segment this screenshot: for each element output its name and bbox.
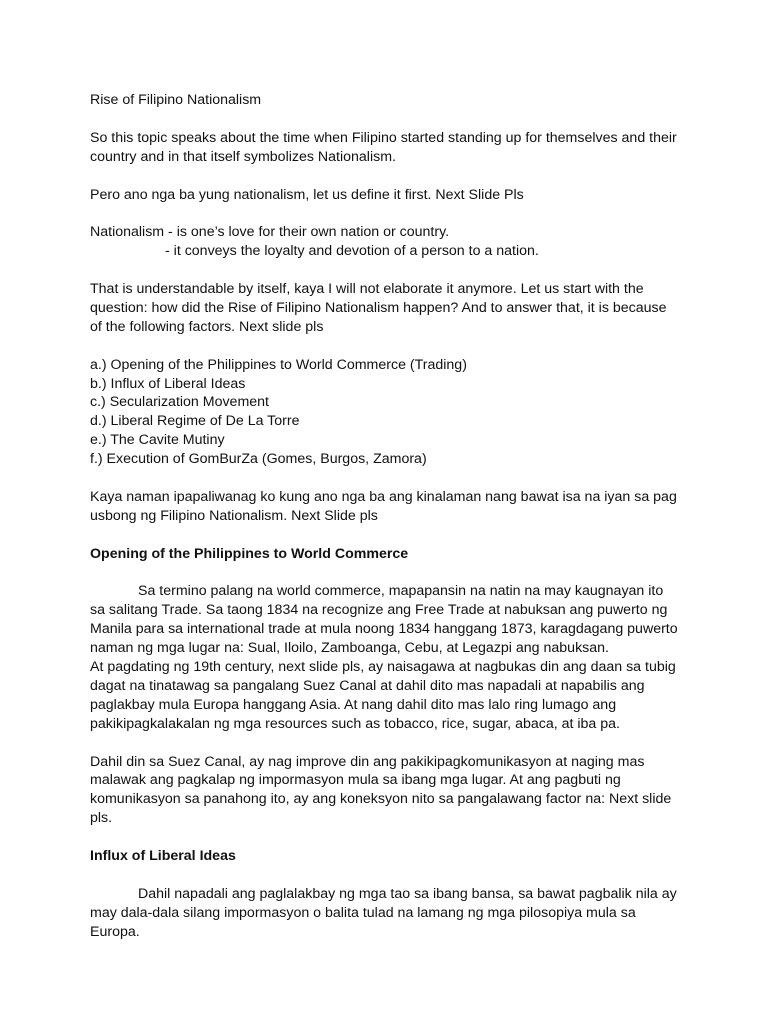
list-item: e.) The Cavite Mutiny (90, 432, 225, 449)
spacer (90, 828, 680, 847)
definition-line-2: - it conveys the loyalty and devotion of a person to a nation. (165, 243, 539, 260)
section-heading-liberal-ideas: Influx of Liberal Ideas (90, 848, 236, 865)
section-heading-world-commerce: Opening of the Philippines to World Commerce (90, 545, 409, 562)
list-item: f.) Execution of GomBurZa (Gomes, Burgos, Zamora) (90, 451, 427, 468)
document-title: Rise of Filipino Nationalism (90, 92, 262, 108)
spacer (90, 469, 680, 488)
list-item: a.) Opening of the Philippines to World Commerce (Trading) (90, 356, 467, 373)
spacer (90, 526, 680, 545)
world-commerce-paragraph-1: Sa termino palang na world commerce, mapapansin na natin na may kaugnayan ito sa salitang Trade. Sa taong 1834 na recognize ang Free Trade at nabuksan ang puwerto ng Manila para sa international trade at mula noong 1834 hanggang 1873, karagdagang puwerto naman ng mga lugar na: Sual, Iloilo, Zamboanga, Cebu, at Legazpi ang nabuksan. (90, 583, 678, 657)
spacer (90, 734, 680, 753)
intro-paragraph-4: Kaya naman ipapaliwanag ko kung ano nga ba ang kinalaman nang bawat isa na iyan sa pag usbong ng Filipino Nationalism. Next Slide pls (90, 488, 677, 524)
list-item: b.) Influx of Liberal Ideas (90, 375, 246, 392)
factors-list (90, 356, 680, 469)
spacer (90, 204, 680, 223)
intro-paragraph-2: Pero ano nga ba yung nationalism, let us define it first. Next Slide Pls (90, 186, 524, 203)
liberal-ideas-paragraph-1: Dahil napadali ang paglalakbay ng mga tao sa ibang bansa, sa bawat pagbalik nila ay may dala-dala silang impormasyon o balita tulad na lamang ng mga pilosopiya mula sa Europa. (90, 885, 677, 940)
world-commerce-paragraph-2: At pagdating ng 19th century, next slide pls, ay naisagawa at nagbukas din ang daan sa tubig dagat na tinatawag sa pangalang Suez Canal at dahil dito mas napadali at napabilis ang paglakbay mula Europa hanggang Asia. At nang dahil dito mas lalo ring lumago ang pakikipagkalakalan ng mga resources such as tobacco, rice, sugar, abaca, at iba pa. (90, 659, 676, 732)
spacer (90, 866, 680, 885)
spacer (90, 167, 680, 186)
definition-line-1: Nationalism - is one’s love for their own nation or country. (90, 224, 450, 241)
intro-paragraph-1: So this topic speaks about the time when Filipino started standing up for themselves and their country and in that itself symbolizes Nationalism. (90, 129, 677, 165)
spacer (90, 110, 680, 129)
world-commerce-paragraph-3: Dahil din sa Suez Canal, ay nag improve din ang pakikipagkomunikasyon at naging mas malawak ang pagkalap ng impormasyon mula sa ibang mga lugar. At ang pagbuti ng komunikasyon sa panahong ito, ay ang koneksyon nito sa pangalawang factor na: Next slide pls. (90, 753, 672, 827)
intro-paragraph-3: That is understandable by itself, kaya I will not elaborate it anymore. Let us start with the question: how did the Rise of Filipino Nationalism happen? And to answer that, it is because of the following factors. Next slide pls (90, 281, 667, 335)
spacer (90, 337, 680, 356)
spacer (90, 564, 680, 583)
document-page (90, 91, 680, 942)
spacer (90, 261, 680, 280)
list-item: d.) Liberal Regime of De La Torre (90, 413, 300, 430)
list-item: c.) Secularization Movement (90, 394, 269, 411)
